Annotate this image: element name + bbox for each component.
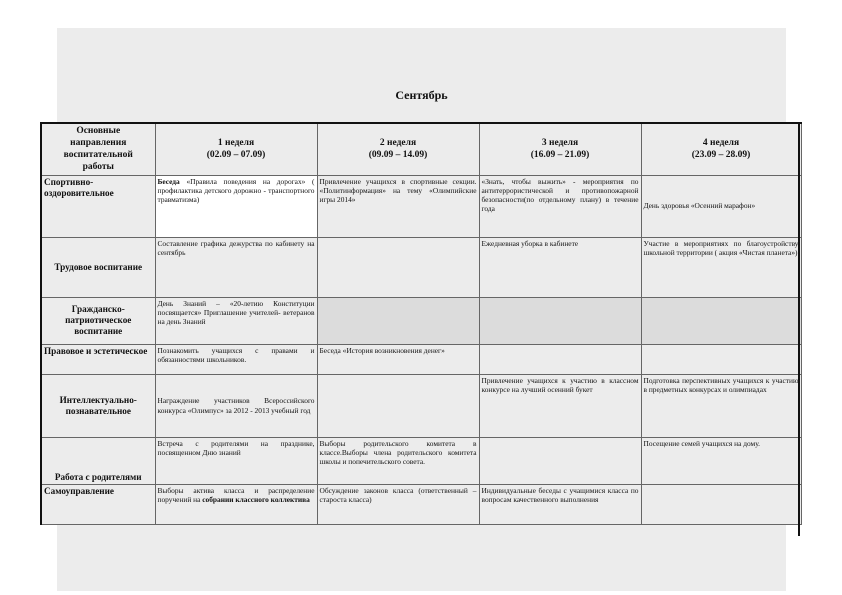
- header-directions-line: работы: [82, 162, 114, 173]
- plan-cell: День Знаний – «20-летию Конституции посвящается» Приглашение учителей- ветеранов на день Знаний: [155, 297, 317, 344]
- plan-cell: Познакомить учащихся с правами и обязанностями школьников.: [155, 344, 317, 374]
- plan-cell: [155, 175, 317, 237]
- direction-label: Спортивно-оздоровительное: [41, 175, 155, 237]
- plan-cell: Обсуждение законов класса (ответственный – староста класса): [317, 484, 479, 524]
- plan-cell: «Знать, чтобы выжить» - мероприятия по антитеррористической и противопожарной безопасности(по отдельному плану) в течение года: [479, 175, 641, 237]
- week-dates: (16.09 – 21.09): [530, 150, 590, 161]
- plan-cell: Выборы родительского комитета в классе.Выборы члена родительского комитета школы и попечительского совета.: [317, 437, 479, 484]
- plan-cell: [479, 344, 641, 374]
- table-row: [41, 297, 801, 344]
- plan-cell: [155, 484, 317, 524]
- monthly-plan-table: [40, 122, 802, 525]
- direction-label: Трудовое воспитание: [41, 237, 155, 297]
- direction-label: Интеллектуально-познавательное: [41, 374, 155, 437]
- header-directions-line: направления: [70, 138, 127, 149]
- plan-cell: День здоровья «Осенний марафон»: [641, 175, 801, 237]
- table-right-border: [798, 122, 800, 536]
- plan-cell: Беседа «История возникновения денег»: [317, 344, 479, 374]
- cell-bold-text: собрании классного коллектива: [202, 494, 310, 504]
- week-name: 4 неделя: [702, 138, 740, 149]
- plan-cell: Награждение участников Всероссийского конкурса «Олимпус» за 2012 - 2013 учебный год: [155, 374, 317, 437]
- header-directions-line: воспитательной: [63, 150, 133, 161]
- plan-cell: Индивидуальные беседы с учащимися класса по вопросам качественного выполнения: [479, 484, 641, 524]
- plan-cell: [479, 297, 641, 344]
- plan-cell: Участие в мероприятиях по благоустройству школьной территории ( акция «Чистая планета»): [641, 237, 801, 297]
- week-dates: (02.09 – 07.09): [206, 150, 266, 161]
- table-row: [41, 484, 801, 524]
- plan-cell: [479, 437, 641, 484]
- plan-cell: [317, 374, 479, 437]
- plan-cell: Привлечение учащихся к участию в классном конкурсе на лучший осенний букет: [479, 374, 641, 437]
- page-title: Сентябрь: [395, 88, 448, 102]
- table-row: [41, 344, 801, 374]
- plan-cell: [317, 297, 479, 344]
- plan-cell: Подготовка перспективных учащихся к участию в предметных конкурсах и олимпиадах: [641, 374, 801, 437]
- plan-cell: Привлечение учащихся в спортивные секции. «Политинформация» на тему «Олимпийские игры 2014»: [317, 175, 479, 237]
- plan-cell: Ежедневная уборка в кабинете: [479, 237, 641, 297]
- week-dates: (23.09 – 28.09): [691, 150, 751, 161]
- direction-label: Гражданско-патриотическое воспитание: [41, 297, 155, 344]
- cell-text: Выборы актива класса и распределение поручений на: [157, 485, 315, 504]
- header-directions-line: Основные: [76, 126, 121, 137]
- week-dates: (09.09 – 14.09): [368, 150, 428, 161]
- plan-cell: [641, 484, 801, 524]
- week-name: 1 неделя: [217, 138, 255, 149]
- table-row: [41, 374, 801, 437]
- plan-cell: Составление графика дежурства по кабинету на сентябрь: [155, 237, 317, 297]
- header-week-1: [155, 123, 317, 175]
- plan-cell: [641, 297, 801, 344]
- table-row: [41, 175, 801, 237]
- direction-label: Самоуправление: [41, 484, 155, 524]
- table-header-row: [41, 123, 801, 175]
- plan-cell: Встреча с родителями на празднике, посвященном Дню знаний: [155, 437, 317, 484]
- plan-cell: Посещение семей учащихся на дому.: [641, 437, 801, 484]
- week-name: 3 неделя: [541, 138, 579, 149]
- header-week-3: [479, 123, 641, 175]
- header-week-4: [641, 123, 801, 175]
- direction-label: Работа с родителями: [41, 437, 155, 484]
- header-directions: [41, 123, 155, 175]
- cell-text: «Правила поведения на дорогах» ( профилактика детского дорожно - транспортного травматизма): [157, 176, 315, 204]
- plan-cell: [317, 237, 479, 297]
- table-row: [41, 237, 801, 297]
- cell-bold-text: Беседа: [157, 176, 180, 186]
- plan-cell: [641, 344, 801, 374]
- table-row: [41, 437, 801, 484]
- direction-label: Правовое и эстетическое: [41, 344, 155, 374]
- week-name: 2 неделя: [379, 138, 417, 149]
- header-week-2: [317, 123, 479, 175]
